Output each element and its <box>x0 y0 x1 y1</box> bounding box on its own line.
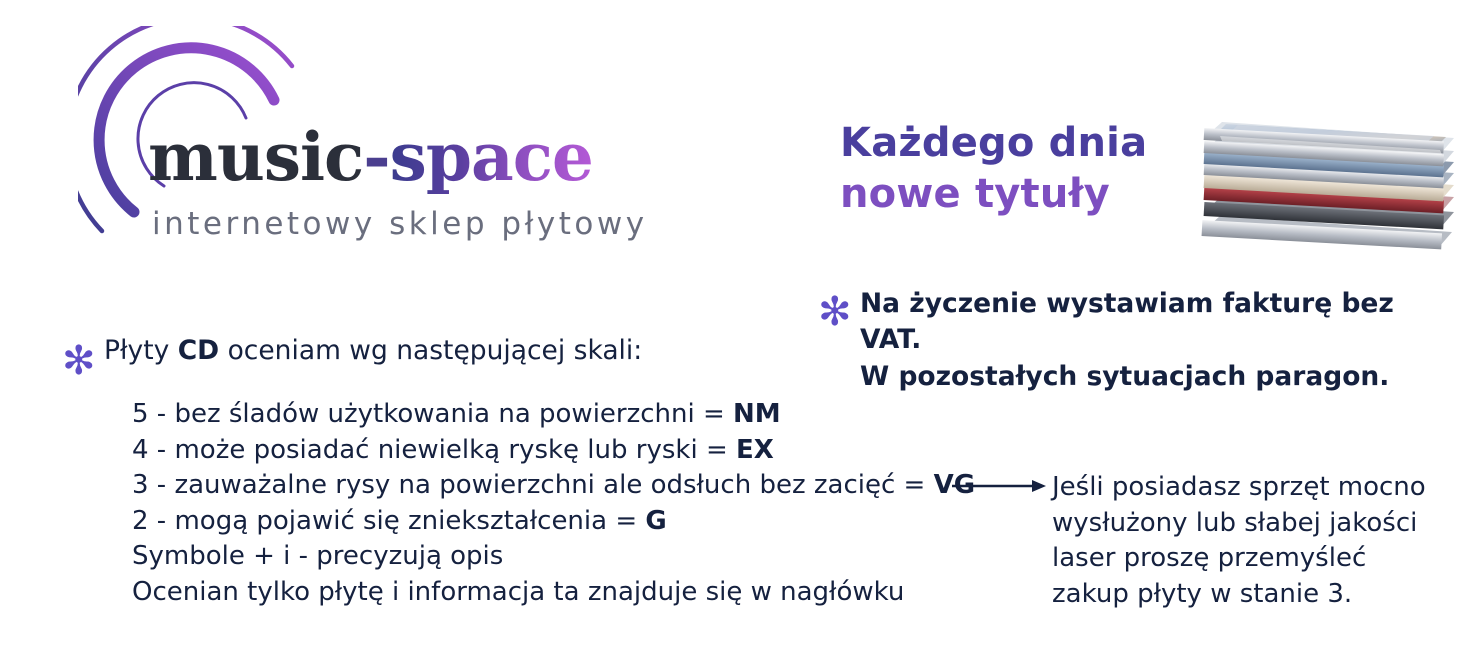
heading-bold: CD <box>177 335 220 366</box>
slogan-line-1: Każdego dnia <box>840 120 1148 166</box>
asterisk-icon: ✻ <box>818 289 852 335</box>
scale-text-1: 4 - może posiadać niewielką ryskę lub ryski = <box>132 434 736 465</box>
scale-grade-0: NM <box>733 399 781 429</box>
note-invoice-line-1: Na życzenie wystawiam fakturę bez VAT. <box>860 288 1394 356</box>
list-item <box>132 433 962 469</box>
note-advice-line-4: zakup płyty w stanie 3. <box>1052 578 1353 609</box>
scale-text-2: 3 - zauważalne rysy na powierzchni ale odsłuch bez zacięć = <box>132 470 934 500</box>
list-item <box>132 397 962 433</box>
arrow-right-icon <box>950 476 1046 496</box>
note-grading-heading <box>104 335 982 366</box>
scale-text-5: Ocenian tylko płytę i informacja ta znajduje się w nagłówku <box>132 576 905 607</box>
note-advice-line-2: wysłużony lub słabej jakości <box>1052 507 1418 538</box>
slogan-line-2: nowe tytuły <box>840 171 1110 218</box>
note-advice <box>1052 470 1452 612</box>
slogan <box>840 118 1200 220</box>
shop-logo[interactable] <box>78 26 778 246</box>
logo-dash: - <box>363 118 390 196</box>
list-item <box>132 539 962 575</box>
grading-scale-list <box>132 397 976 610</box>
heading-prefix: Płyty <box>104 335 178 366</box>
scale-grade-3: G <box>645 505 667 536</box>
note-invoice-line-2: W pozostałych sytuacjach paragon. <box>860 360 1390 392</box>
logo-word-space: space <box>389 118 593 196</box>
note-advice-line-1: Jeśli posiadasz sprzęt mocno <box>1052 472 1426 502</box>
scale-grade-2: VG <box>933 470 976 500</box>
scale-grade-1: EX <box>736 434 774 465</box>
logo-tagline: internetowy sklep płytowy <box>152 206 648 242</box>
scale-text-0: 5 - bez śladów użytkowania na powierzchni = <box>132 399 734 429</box>
list-item <box>132 468 976 504</box>
note-grading-scale <box>62 335 982 384</box>
note-advice-line-3: laser proszę przemyśleć <box>1052 543 1367 573</box>
logo-word-music: music <box>148 118 364 196</box>
heading-suffix: oceniam wg następującej skali: <box>219 335 643 366</box>
logo-wordmark <box>148 118 788 198</box>
scale-text-4: Symbole + i - precyzują opis <box>132 541 504 571</box>
list-item <box>132 504 962 540</box>
asterisk-icon: ✻ <box>62 338 96 384</box>
list-item <box>132 575 962 611</box>
cd-stack-image <box>1190 60 1465 260</box>
scale-text-3: 2 - mogą pojawić się zniekształcenia = <box>132 505 646 536</box>
